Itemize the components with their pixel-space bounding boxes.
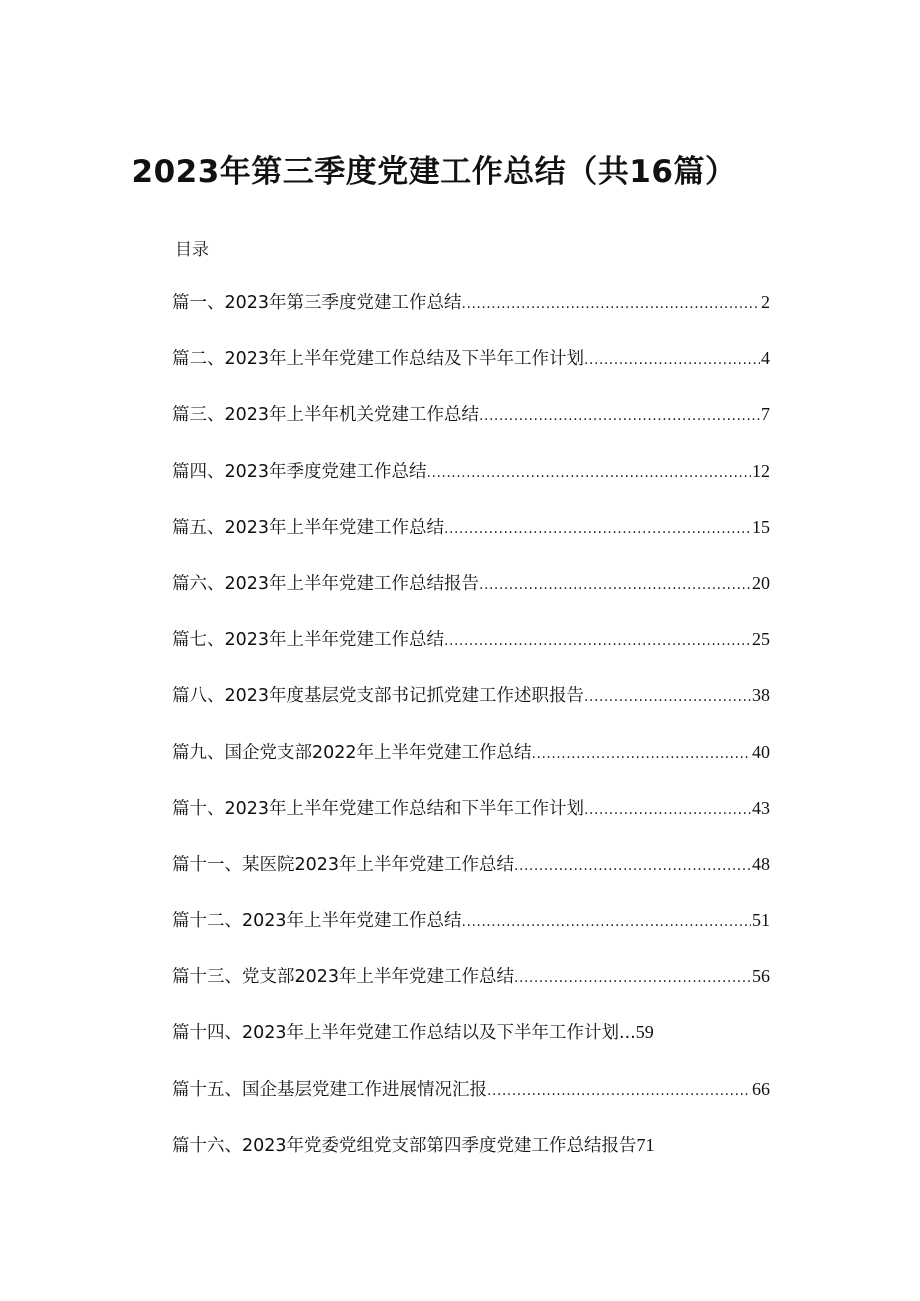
document-title: 2023年第三季度党建工作总结（共16篇） xyxy=(131,154,737,190)
toc-dot-leader xyxy=(584,689,751,705)
toc-entry[interactable] xyxy=(172,1019,770,1075)
toc-page-number: 59 xyxy=(635,1022,654,1043)
toc-dot-leader xyxy=(462,296,760,312)
toc-page-number: 48 xyxy=(752,853,770,874)
toc-dot-leader xyxy=(584,802,751,818)
toc-heading: 目录 xyxy=(175,240,209,260)
toc-entry[interactable] xyxy=(172,682,770,738)
toc-entry-title: 篇五、2023年上半年党建工作总结 xyxy=(172,517,445,538)
toc-entry-title: 篇二、2023年上半年党建工作总结及下半年工作计划 xyxy=(172,349,585,370)
toc-page-number: 43 xyxy=(752,797,770,818)
toc-dot-leader xyxy=(532,746,751,762)
toc-page-number: 12 xyxy=(752,460,770,481)
toc-entry-title: 篇一、2023年第三季度党建工作总结 xyxy=(172,293,462,313)
toc-entry[interactable] xyxy=(172,458,770,514)
toc-page-number: 56 xyxy=(752,966,770,987)
toc-dot-leader xyxy=(514,858,751,874)
toc-dot-leader xyxy=(479,408,760,424)
table-of-contents xyxy=(172,289,770,1188)
toc-page-number: 51 xyxy=(752,910,770,931)
toc-entry[interactable] xyxy=(172,570,770,626)
toc-entry[interactable] xyxy=(172,795,770,851)
toc-entry-title: 篇三、2023年上半年机关党建工作总结 xyxy=(172,405,480,426)
toc-dot-leader xyxy=(444,521,751,537)
toc-page-number: 71 xyxy=(636,1134,655,1155)
toc-entry-title: 篇十四、2023年上半年党建工作总结以及下半年工作计划... xyxy=(172,1023,636,1044)
toc-page-number: 25 xyxy=(752,629,770,650)
toc-entry[interactable] xyxy=(172,626,770,682)
toc-dot-leader xyxy=(584,352,760,368)
toc-entry-title: 篇九、国企党支部2022年上半年党建工作总结 xyxy=(172,742,532,763)
toc-dot-leader xyxy=(479,577,751,593)
toc-dot-leader xyxy=(427,465,751,481)
toc-entry[interactable] xyxy=(172,739,770,795)
toc-dot-leader xyxy=(487,1083,751,1099)
toc-dot-leader xyxy=(444,633,751,649)
toc-page-number: 40 xyxy=(752,741,770,762)
toc-page-number: 66 xyxy=(752,1078,770,1099)
toc-entry-title: 篇十六、2023年党委党组党支部第四季度党建工作总结报告 xyxy=(172,1135,637,1156)
toc-entry[interactable] xyxy=(172,289,770,345)
toc-entry-title: 篇六、2023年上半年党建工作总结报告 xyxy=(172,573,480,594)
toc-entry-title: 篇十、2023年上半年党建工作总结和下半年工作计划 xyxy=(172,798,585,819)
toc-page-number: 38 xyxy=(752,685,770,706)
toc-entry[interactable] xyxy=(172,514,770,570)
toc-entry-title: 篇八、2023年度基层党支部书记抓党建工作述职报告 xyxy=(172,686,585,707)
toc-entry-title: 篇十一、某医院2023年上半年党建工作总结 xyxy=(172,854,515,875)
toc-page-number: 4 xyxy=(761,348,770,369)
toc-entry[interactable] xyxy=(172,1132,770,1188)
toc-entry-title: 篇四、2023年季度党建工作总结 xyxy=(172,461,427,482)
toc-entry[interactable] xyxy=(172,963,770,1019)
toc-entry[interactable] xyxy=(172,907,770,963)
toc-entry[interactable] xyxy=(172,401,770,457)
toc-dot-leader xyxy=(462,914,751,930)
toc-page-number: 20 xyxy=(752,572,770,593)
toc-entry-title: 篇十三、党支部2023年上半年党建工作总结 xyxy=(172,967,515,988)
toc-entry[interactable] xyxy=(172,851,770,907)
toc-dot-leader xyxy=(514,970,751,986)
toc-page-number: 2 xyxy=(761,292,770,312)
toc-entry-title: 篇十二、2023年上半年党建工作总结 xyxy=(172,911,462,932)
toc-page-number: 7 xyxy=(761,404,770,425)
toc-entry[interactable] xyxy=(172,1076,770,1132)
toc-entry[interactable] xyxy=(172,345,770,401)
toc-page-number: 15 xyxy=(752,516,770,537)
toc-entry-title: 篇七、2023年上半年党建工作总结 xyxy=(172,630,445,651)
toc-entry-title: 篇十五、国企基层党建工作进展情况汇报 xyxy=(172,1079,487,1100)
